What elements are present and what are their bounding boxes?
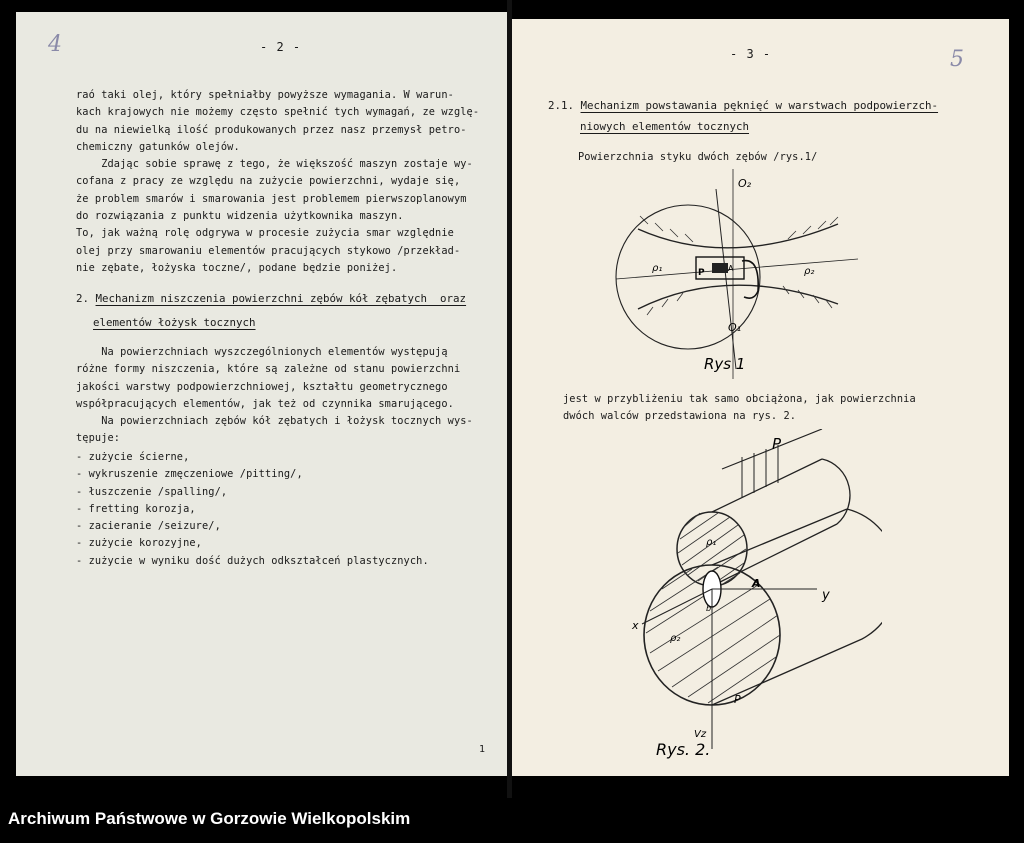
text-line: raó taki olej, który spełniałby powyższe wymagania. W warun- [76, 89, 454, 101]
text-line: Zdając sobie sprawę z tego, że większość maszyn zostaje wy- [76, 158, 473, 171]
text-line: olej przy smarowaniu elementów pracujących stykowo /przekład- [76, 244, 461, 257]
text-line: różne formy niszczenia, które są zależne od stanu powierzchni [76, 363, 461, 376]
text-line: chemiczny gatunków olejów. [76, 140, 240, 153]
label-a: A [752, 577, 761, 590]
right-page [512, 19, 1009, 776]
section-title-cont: niowych elementów tocznych [580, 120, 750, 133]
text-line: nie zębate, łożyska toczne/, podane będzie poniżej. [76, 261, 398, 274]
handwritten-page-mark: 5 [950, 47, 964, 72]
contact-patch [712, 263, 728, 273]
text-line: jest w przybliżeniu tak samo obciążona, jak powierzchnia [563, 393, 916, 405]
paragraph-2 [76, 344, 473, 448]
section-number: 2. [76, 292, 90, 305]
list-item: - zacieranie /seizure/, [76, 520, 221, 533]
upper-cylinder-body [712, 459, 850, 586]
paragraph-1 [76, 87, 479, 277]
list-item: - wykruszenie zmęczeniowe /pitting/, [76, 468, 303, 481]
text-line: du na niewielką ilość produkowanych przez nasz przemysł petro- [76, 123, 467, 136]
label-rho1: ρ₁ [652, 263, 663, 274]
list-item: - fretting korozja, [76, 502, 196, 515]
bottom-mark: 1 [479, 744, 487, 755]
list-item: - zużycie ścierne, [76, 451, 190, 463]
text-line: do rozwiązania z punktu widzenia użytkownika maszyn. [76, 210, 404, 223]
archive-footer [0, 798, 1024, 843]
text-line: Na powierzchniach zębów kół zębatych i łożysk tocznych wys- [76, 415, 473, 428]
text-line: że problem smarów i smarowania jest problemem pierwszoplanowym [76, 192, 467, 205]
text-line: cofana z pracy ze względu na zużycie powierzchni, wydaje się, [76, 175, 461, 188]
section-title-cont: elementów łożysk tocznych [93, 316, 256, 329]
label-p: P [698, 268, 705, 278]
section-number: 2.1. [548, 99, 575, 112]
text-line: Na powierzchniach wyszczególnionych elementów występują [76, 346, 448, 358]
label-y: y [822, 588, 830, 603]
text-line: kach krajowych nie możemy często spełnić tych wymagań, ze wzglę- [76, 106, 480, 119]
upper-tooth-profile [638, 224, 838, 248]
archive-name: Archiwum Państwowe w Gorzowie Wielkopolskim [8, 809, 411, 828]
list-item: - zużycie korozyjne, [76, 537, 202, 550]
lower-cylinder-body [712, 509, 882, 705]
text-line: współpracujących elementów, jak też od czynnika smarującego. [76, 397, 454, 410]
figure-2-cylinders [622, 429, 882, 764]
list-item: - zużycie w wyniku dość dużych odkształceń plastycznych. [76, 554, 429, 567]
label-z: Vz [694, 729, 707, 740]
x-axis [642, 589, 712, 624]
label-b: b [706, 604, 712, 613]
text-line: To, jak ważną rolę odgrywa w procesie zużycia smar względnie [76, 227, 454, 240]
section-2-heading [76, 288, 466, 333]
label-rho1: ρ₁ [706, 537, 717, 548]
page-number: - 3 - [730, 47, 772, 61]
list-item: - łuszczenie /spalling/, [76, 485, 228, 498]
label-p-bottom: P [734, 693, 741, 706]
label-x: x [632, 619, 639, 632]
handwritten-page-mark: 4 [48, 32, 62, 57]
section-title: Mechanizm powstawania pęknięć w warstwach podpowierzch- [580, 99, 939, 112]
upper-hatching [640, 216, 838, 242]
figure-2-caption: Rys. 2. [656, 740, 711, 759]
label-o1: O₁ [728, 321, 742, 334]
label-o2: O₂ [738, 177, 752, 190]
page-number: - 2 - [260, 40, 302, 54]
section-2-1-heading [548, 95, 938, 137]
lower-tooth-profile [638, 285, 838, 309]
text-line: jakości warstwy podpowierzchniowej, kształtu geometrycznego [76, 380, 448, 393]
label-rho2: ρ₂ [670, 633, 681, 644]
text-line: dwóch walców przedstawiona na rys. 2. [563, 410, 797, 423]
intro-line: Powierzchnia styku dwóch zębów /rys.1/ [578, 151, 818, 163]
label-p-top: P [772, 435, 782, 453]
lower-hatching [647, 286, 832, 315]
left-page [16, 12, 507, 776]
wear-types-list [76, 449, 429, 570]
paragraph-after-fig1 [563, 391, 916, 426]
label-a: A [728, 264, 734, 273]
text-line: tępuje: [76, 432, 121, 445]
label-rho2: ρ₂ [804, 266, 815, 277]
figure-1-caption: Rys 1 [704, 355, 746, 373]
figure-1-tooth-contact [608, 169, 868, 379]
section-title: Mechanizm niszczenia powierzchni zębów kół zębatych oraz [95, 292, 467, 305]
